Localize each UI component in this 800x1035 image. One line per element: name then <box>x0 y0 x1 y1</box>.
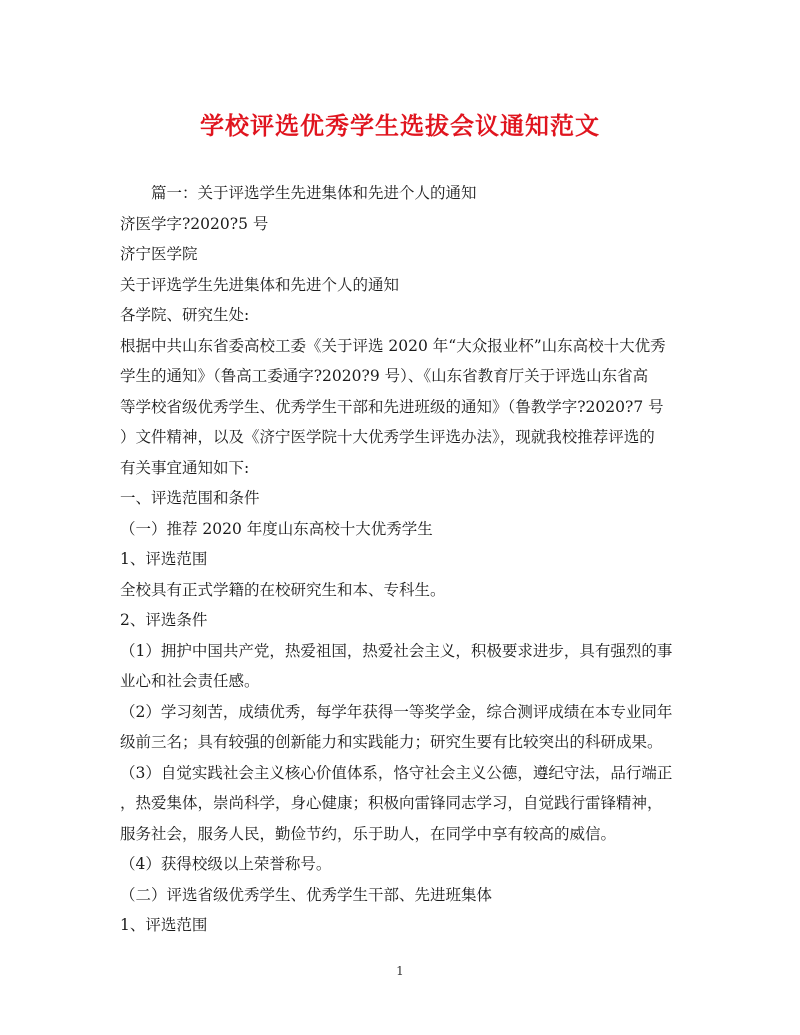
recipient-line: 各学院、研究生处: <box>120 306 250 324</box>
criteria-line: ，热爱集体，崇尚科学，身心健康；积极向雷锋同志学习，自觉践行雷锋精神， <box>120 794 663 812</box>
paragraph-line: 学生的通知》（鲁高工委通字?2020?9 号）、《山东省教育厅关于评选山东省高 <box>120 367 649 385</box>
document-reference: 济医学字?2020?5 号 <box>120 214 269 233</box>
criteria-line: （1）拥护中国共产党，热爱祖国，热爱社会主义，积极要求进步，具有强烈的事 <box>120 641 673 660</box>
document-title: 学校评选优秀学生选拔会议通知范文 <box>200 111 600 140</box>
criteria-line: （2）学习刻苦，成绩优秀，每学年获得一等奖学金，综合测评成绩在本专业同年 <box>120 702 673 721</box>
subsection-heading: （一）推荐 2020 年度山东高校十大优秀学生 <box>120 519 433 538</box>
subsection-heading: （二）评选省级优秀学生、优秀学生干部、先进班集体 <box>120 885 493 904</box>
item-heading: 1、评选范围 <box>120 916 208 934</box>
criteria-line: 服务社会，服务人民，勤俭节约，乐于助人，在同学中享有较高的威信。 <box>120 824 617 843</box>
notice-title: 关于评选学生先进集体和先进个人的通知 <box>120 275 400 294</box>
paragraph-line: 等学校省级优秀学生、优秀学生干部和先进班级的通知》（鲁教学字?2020?7 号 <box>120 397 664 416</box>
issuer-name: 济宁医学院 <box>120 245 198 263</box>
section-heading: 一、评选范围和条件 <box>120 489 260 507</box>
item-heading: 1、评选范围 <box>120 550 208 568</box>
paragraph-line: 有关事宜通知如下: <box>120 458 250 477</box>
criteria-line: （3）自觉实践社会主义核心价值体系，恪守社会主义公德，遵纪守法，品行端正 <box>120 763 673 782</box>
page-number: 1 <box>396 964 404 978</box>
section-heading: 篇一：关于评选学生先进集体和先进个人的通知 <box>151 184 477 202</box>
document-body <box>120 178 688 941</box>
paragraph-line: 根据中共山东省委高校工委《关于评选 2020 年“大众报业杯”山东高校十大优秀 <box>120 336 666 355</box>
criteria-line: 级前三名；具有较强的创新能力和实践能力；研究生要有比较突出的科研成果。 <box>120 733 663 751</box>
criteria-line: 业心和社会责任感。 <box>120 672 260 690</box>
paragraph-line: 全校具有正式学籍的在校研究生和本、专科生。 <box>120 580 446 599</box>
criteria-line: （4）获得校级以上荣誉称号。 <box>120 855 332 873</box>
item-heading: 2、评选条件 <box>120 611 208 629</box>
paragraph-line: ）文件精神，以及《济宁医学院十大优秀学生评选办法》，现就我校推荐评选的 <box>120 428 655 446</box>
